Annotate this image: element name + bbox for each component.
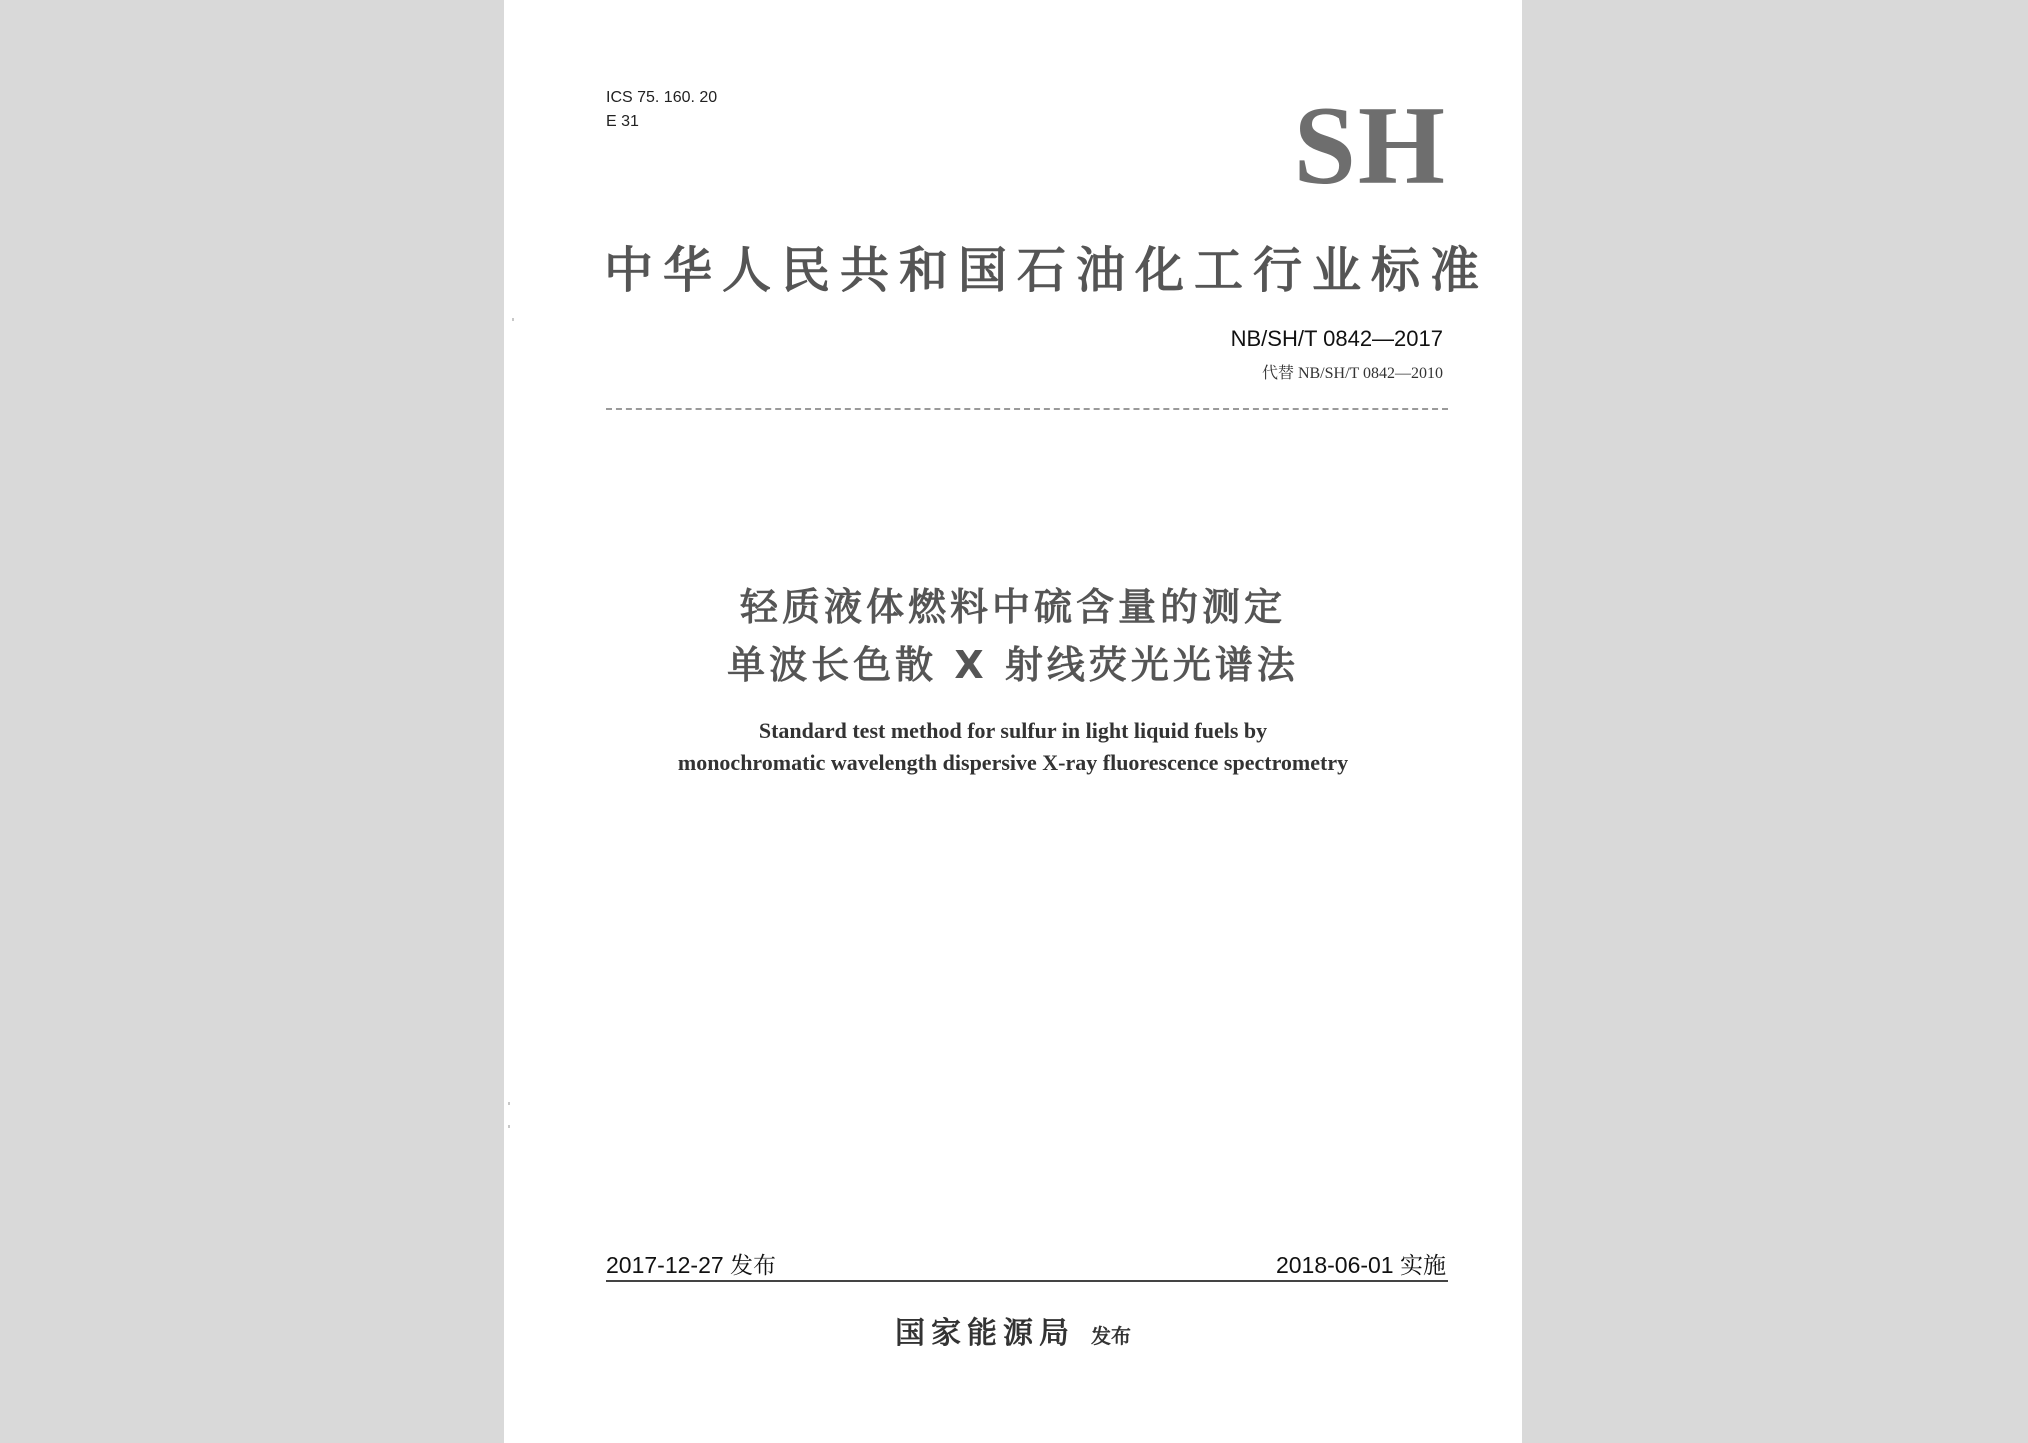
implementation-date: 2018-06-01 实施 — [1275, 1252, 1446, 1278]
replaces-standard: 代替 NB/SH/T 0842—2010 — [1261, 365, 1443, 382]
chinese-title-line-2: 单波长色散 X 射线荧光光谱法 — [727, 643, 1299, 687]
scan-speck — [508, 1125, 510, 1128]
english-title-line-1: Standard test method for sulfur in light liquid fuels by — [758, 718, 1268, 743]
publisher — [504, 1308, 1522, 1352]
ics-code: ICS 75. 160. 20 — [606, 89, 718, 106]
english-title-line-2: monochromatic wavelength dispersive X-ray fluorescence spectrometry — [677, 750, 1349, 775]
bottom-divider — [606, 1280, 1448, 1282]
classification-codes — [606, 86, 717, 134]
ccs-code: E 31 — [606, 113, 639, 130]
document-page — [504, 0, 1522, 1443]
standard-category-title: 中华人民共和国石油化工行业标准 — [604, 242, 1490, 299]
scan-speck — [512, 318, 514, 321]
standard-number: NB/SH/T 0842—2017 — [1230, 326, 1443, 351]
chinese-title-line-1: 轻质液体燃料中硫含量的测定 — [739, 585, 1286, 629]
sh-logo: SH — [1293, 84, 1447, 208]
issue-date: 2017-12-27 发布 — [606, 1252, 777, 1278]
scan-speck — [508, 1102, 510, 1105]
publisher-action: 发布 — [1091, 1324, 1131, 1348]
publisher-organization: 国家能源局 — [895, 1316, 1075, 1351]
top-divider — [606, 408, 1448, 410]
